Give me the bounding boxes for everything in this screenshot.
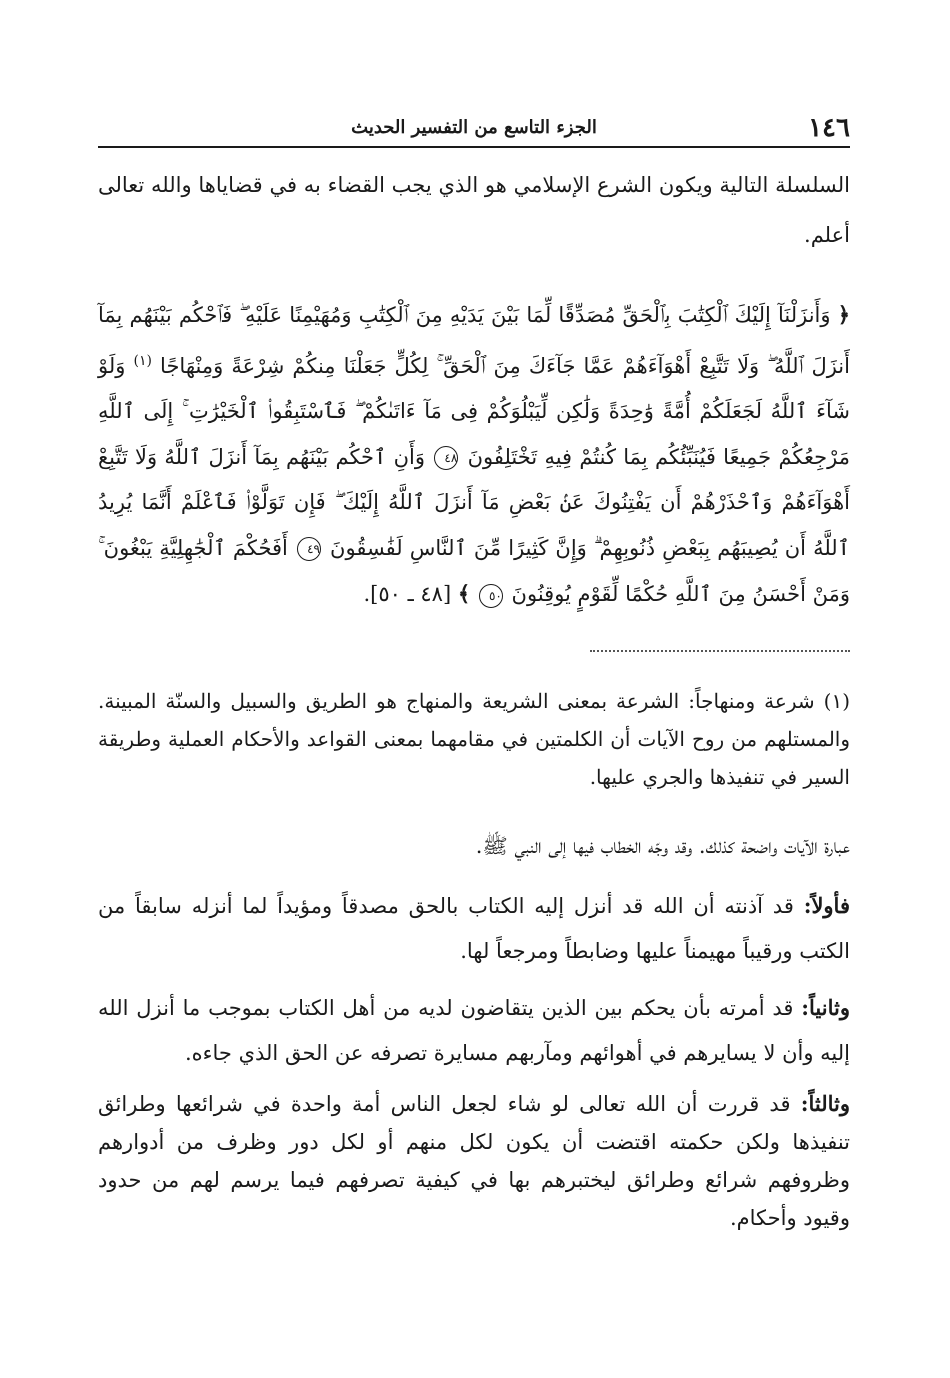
ayah-number-49: ٤٩ xyxy=(297,537,321,561)
quran-verse-part-3: وَأَنِ ٱحْكُم بَيْنَهُم بِمَآ أَنزَلَ ٱللَّهُ وَلَا تَتَّبِعْ أَهْوَآءَهُمْ وَٱحْذَرْهُمْ أَن يَفْتِنُوكَ عَنۢ بَعْضِ مَآ أَنزَلَ ٱللَّهُ إِلَيْكَ ۖ فَإِن تَوَلَّوْا۟ فَٱعْلَمْ أَنَّمَا يُرِيدُ ٱللَّهُ أَن يُصِيبَهُم بِبَعْضِ ذُنُوبِهِمْ ۗ وَإِنَّ كَثِيرًا مِّنَ ٱلنَّاسِ لَفَٰسِقُونَ xyxy=(98,444,850,560)
quran-open-bracket: ﴿ xyxy=(837,302,850,327)
page-number: ١٤٦ xyxy=(808,113,850,143)
intro-paragraph: السلسلة التالية ويكون الشرع الإسلامي هو الذي يجب القضاء به في قضاياها والله تعالى أعلم. xyxy=(98,173,851,247)
quran-close-bracket: ﴾ xyxy=(457,581,471,606)
commentary-paragraph-3 xyxy=(98,985,850,1076)
footnote-separator xyxy=(590,650,850,652)
commentary-paragraph-1: عبارة الآيات واضحة كذلك. وقد وجّه الخطاب فيها إلى النبي ﷺ. xyxy=(475,834,850,858)
paragraph-label-first: فأولاً: xyxy=(803,893,850,918)
ayah-number-48: ٤٨ xyxy=(434,446,458,470)
commentary-paragraph-4 xyxy=(98,1085,850,1237)
paragraph-body: قد آذنته أن الله قد أنزل إليه الكتاب بالحق مصدقاً ومؤيداً لما أنزله سابقاً من الكتب ورقيباً مهيمناً عليها وضابطاً ومرجعاً لها. xyxy=(98,894,850,963)
footnote-reference: (١) xyxy=(133,352,152,369)
quran-passage xyxy=(98,292,850,618)
quran-verse-part-1: وَأَنزَلْنَآ إِلَيْكَ ٱلْكِتَٰبَ بِٱلْحَقِّ مُصَدِّقًا لِّمَا بَيْنَ يَدَيْهِ مِنَ ٱلْكِتَٰبِ وَمُهَيْمِنًا عَلَيْهِ ۖ فَٱحْكُم بَيْنَهُم بِمَآ أَنزَلَ ٱللَّهُ ۖ وَلَا تَتَّبِعْ أَهْوَآءَهُمْ عَمَّا جَآءَكَ مِنَ ٱلْحَقِّ ۚ لِكُلٍّ جَعَلْنَا مِنكُمْ شِرْعَةً وَمِنْهَاجًا xyxy=(98,303,850,378)
commentary-paragraph-2 xyxy=(98,883,850,974)
quran-verse-part-2: وَلَوْ شَآءَ ٱللَّهُ لَجَعَلَكُمْ أُمَّةً وَٰحِدَةً وَلَٰكِن لِّيَبْلُوَكُمْ فِى مَآ ءَاتَىٰكُمْ ۖ فَٱسْتَبِقُوا۟ ٱلْخَيْرَٰتِ ۚ إِلَى ٱللَّهِ مَرْجِعُكُمْ جَمِيعًا فَيُنَبِّئُكُم بِمَا كُنتُمْ فِيهِ تَخْتَلِفُونَ xyxy=(98,353,850,469)
paragraph-label-third: وثالثاً: xyxy=(800,1091,850,1116)
verse-citation: [٤٨ ـ ٥٠]. xyxy=(363,582,452,606)
paragraph-label-second: وثانياً: xyxy=(801,995,850,1020)
running-title: الجزء التاسع من التفسير الحديث xyxy=(351,117,597,138)
page-header xyxy=(98,110,850,148)
ayah-number-50: ٥٠ xyxy=(479,584,503,608)
paragraph-body: قد قررت أن الله تعالى لو شاء لجعل الناس أمة واحدة في شرائعها وطرائق تنفيذها ولكن حكمته اقتضت أن يكون لكل منهم أو لكل دور وظرف من أدوارهم وظروفهم شرائع وطرائق ليختبرهم بها في كيفية تصرفهم فيما يرسم لهم من حدود وقيود وأحكام. xyxy=(98,1092,850,1230)
quran-verse-part-4: أَفَحُكْمَ ٱلْجَٰهِلِيَّةِ يَبْغُونَ ۚ وَمَنْ أَحْسَنُ مِنَ ٱللَّهِ حُكْمًا لِّقَوْمٍ يُوقِنُونَ xyxy=(98,535,850,606)
paragraph-body: قد أمرته بأن يحكم بين الذين يتقاضون لديه من أهل الكتاب بموجب ما أنزل الله إليه وأن لا يسايرهم في أهوائهم ومآربهم مسايرة تصرفه عن الحق الذي جاءه. xyxy=(98,996,850,1065)
footnote-text: (١) شرعة ومنهاجاً: الشرعة بمعنى الشريعة والمنهاج هو الطريق والسبيل والسنّة المبينة. والمستلهم من روح الآيات أن الكلمتين في مقامهما بمعنى القواعد والأحكام العملية وطريقة السير في تنفيذها والجري عليها. xyxy=(98,689,850,789)
